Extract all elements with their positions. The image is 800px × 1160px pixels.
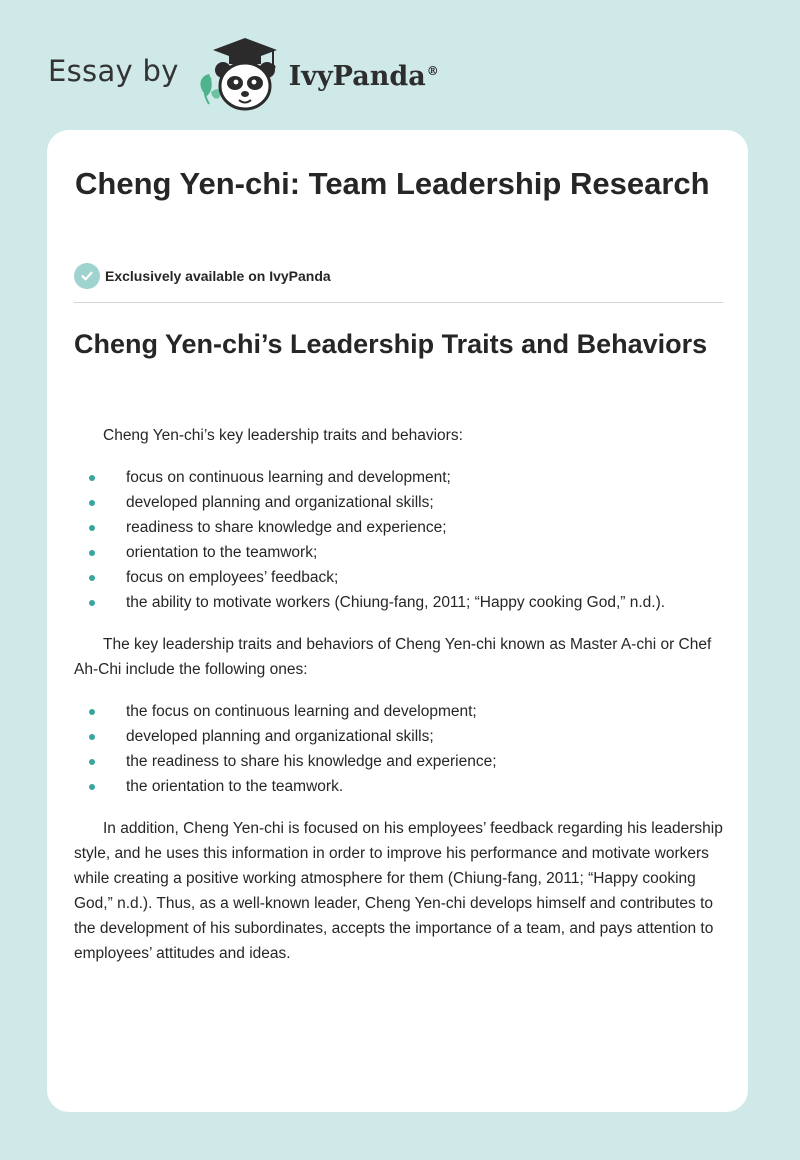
list-item: the focus on continuous learning and development; [74,699,724,724]
list-item: focus on employees’ feedback; [74,565,724,590]
bullet-dot [89,600,95,606]
paragraph: In addition, Cheng Yen-chi is focused on his employees’ feedback regarding his leadership style, and he uses this information in order to improve his performance and motivate workers while creating a positive working atmosphere for them (Chiung-fang, 2011; “Happy cooking God,” n.d.). Thus, as a well-known leader, Cheng Yen-chi develops himself and contributes to the development of his subordinates, accepts the importance of a team, and pays attention to employees’ attitudes and ideas. [74,820,723,962]
list-item: developed planning and organizational skills; [74,490,724,515]
essay-by-label: Essay by [48,54,179,88]
traits-list-secondary [74,699,724,799]
bullet-dot [89,759,95,765]
panda-logo-icon[interactable] [193,34,287,114]
list-item: the readiness to share his knowledge and experience; [74,749,724,774]
essay-card [47,130,748,1112]
traits-list [74,465,724,615]
bullet-dot [89,475,95,481]
list-item: orientation to the teamwork; [74,540,724,565]
paragraph: Cheng Yen-chi’s key leadership traits and behaviors: [103,427,463,444]
section-heading: Cheng Yen-chi’s Leadership Traits and Behaviors [74,329,708,359]
site-header [48,34,439,114]
list-item: focus on continuous learning and development; [74,465,724,490]
exclusive-badge [74,263,331,289]
essay-body [74,423,724,966]
list-item: the ability to motivate workers (Chiung-fang, 2011; “Happy cooking God,” n.d.). [74,590,724,615]
bullet-dot [89,575,95,581]
brand-name[interactable]: IvyPanda® [288,60,439,92]
essay-title: Cheng Yen-chi: Team Leadership Research [75,166,710,201]
leaf-icon [200,74,220,104]
bullet-dot [89,550,95,556]
bullet-dot [89,525,95,531]
check-icon [74,263,100,289]
list-item: the orientation to the teamwork. [74,774,724,799]
bullet-dot [89,784,95,790]
list-item: developed planning and organizational skills; [74,724,724,749]
bullet-dot [89,500,95,506]
divider [74,302,723,303]
bullet-dot [89,734,95,740]
exclusive-label: Exclusively available on IvyPanda [105,268,331,284]
registered-mark: ® [426,63,439,78]
bullet-dot [89,709,95,715]
list-item: readiness to share knowledge and experience; [74,515,724,540]
paragraph: The key leadership traits and behaviors of Cheng Yen-chi known as Master A-chi or Chef Ah-Chi include the following ones: [74,636,712,678]
